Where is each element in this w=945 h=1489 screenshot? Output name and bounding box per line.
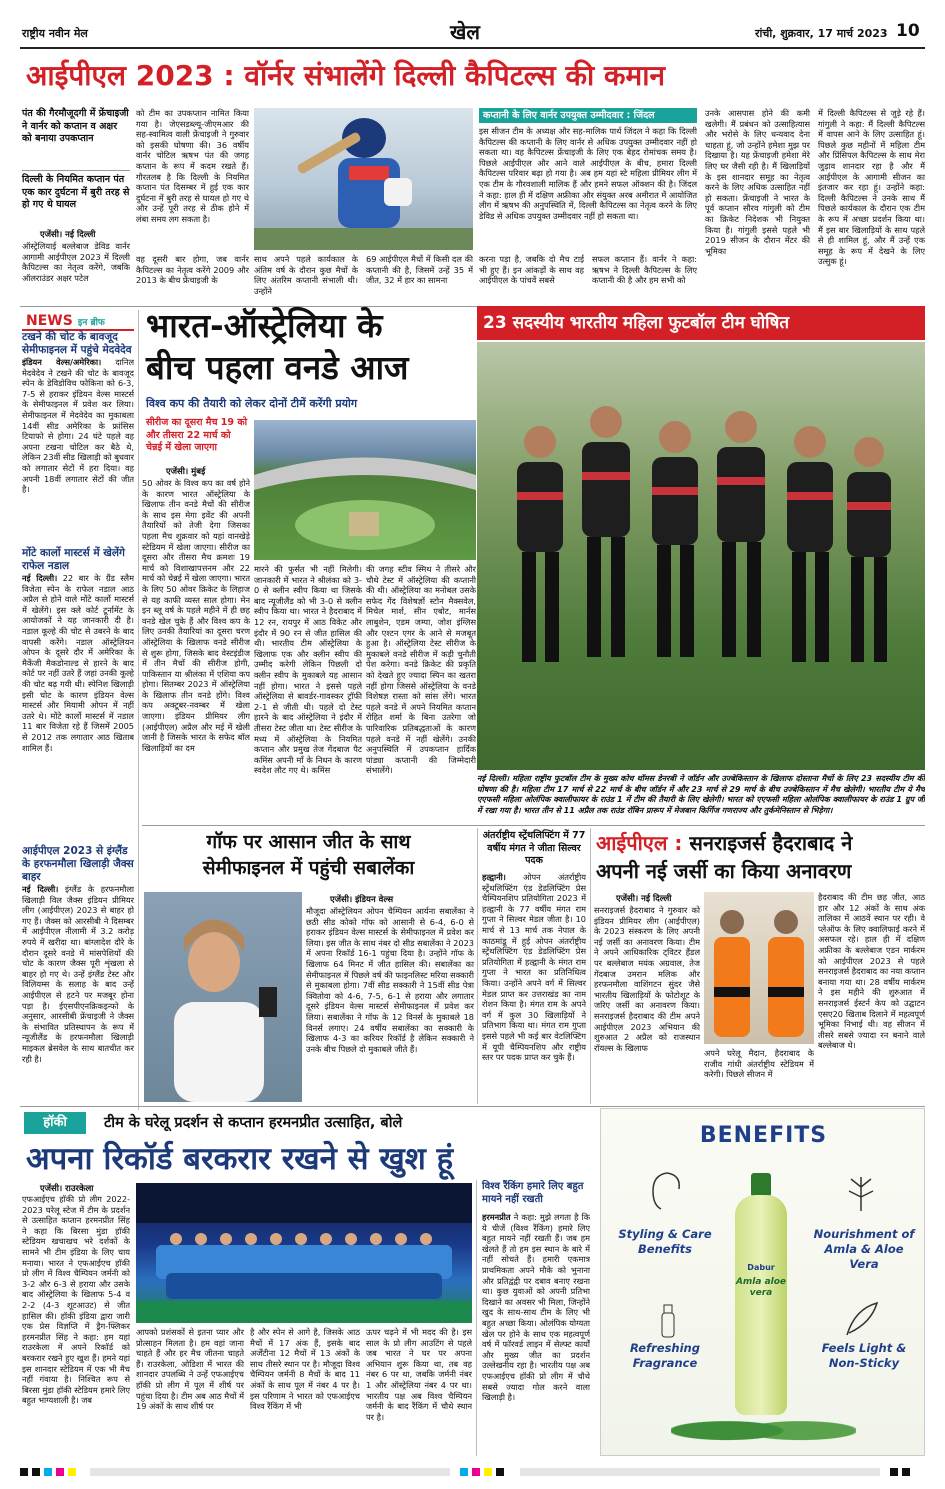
hockey-kicker: हॉकी [24, 1112, 86, 1134]
warner-col2: को टीम का उपकप्तान नामित किया गया है। जेएसडब्ल्यू-जीएमआर की सह-स्वामित्व वाली फ्रेंचाइजी ने गुरुवार को इसकी घोषणा की। 36 वर्षीय वार्नर चोटिल ऋषभ पंत की जगह कप्तान के रूप में कदम रखते हैं। गौरतलब है कि दिल्ली के नियमित कप्तान पंत दिसम्बर में हुई एक कार दुर्घटना में बुरी तरह से घायल हो गए थे और उन्हें पूरी तरह से ठीक होने में लंबा समय लग सकता है। [136, 108, 249, 224]
news-label: NEWS [26, 313, 73, 329]
brief-3-byline: नई दिल्ली। [22, 884, 59, 894]
brief-3-body: इंग्लैंड के हरफनमौला खिलाड़ी विल जैक्स इंडियन प्रीमियर लीग (आईपीएल) 2023 से बाहर हो गए हैं। जैक्स को आरसीबी ने दिसम्बर में आईपीएल नीलामी में 3.2 करोड़ रुपये में खरीदा था। बांग्लादेश दौरे के दौरान दूसरे वनडे में मांसपेशियों की चोट के कारण जैक्स पूरी शृंखला से बाहर हो गए थे। उन्हें इंग्लैंड टेस्ट और विलियम्स के सलाह के बाद उन्हें आईपीएल से हटने पर मजबूर होना पड़ा है। ईएसपीएनक्रिकइन्फो के अनुसार, आरसीबी फ्रेंचाइजी ने जैक्स के संभावित प्रतिस्थापन के रूप में न्यूजीलैंड के हरफनमौला खिलाड़ी माइकल ब्रेसवेल के साथ बातचीत कर रही है। [22, 884, 134, 1064]
ad-benefit-3: Refreshing Fragrance [630, 1341, 700, 1370]
ad-plant-icon [841, 1169, 881, 1213]
srh-byline: एजेंसी। नई दिल्ली [616, 894, 672, 904]
strength-rule-left [477, 828, 478, 1104]
hockey-col2: आपको प्रशंसकों से इतना प्यार और प्रोत्साहन मिलता है। हम वहां जाना चाहते हैं और हर मैच जीतना चाहते हैं। राउरकेला, ओडिशा में भारत की शानदार उपलब्धि ने उन्हें एफआईएच हॉकी प्रो लीग में पूल में शीर्ष पर पहुंचा दिया है। टीम अब आठ मैचों में 19 अंकों के साथ शीर्ष पर [136, 1327, 244, 1412]
section-rule-3 [20, 1106, 925, 1107]
warner-byline: एजेंसी। नई दिल्ली [40, 230, 96, 240]
ad-benefit-1: Styling & Care Benefits [618, 1227, 712, 1256]
hockey-side-byline: हरमनप्रीत [482, 1212, 511, 1222]
strength-text [482, 872, 586, 1104]
strength-headline: अंतर्राष्ट्रीय स्ट्रेंथलिफ्टिंग में 77 वर्षीय मंगत ने जीता सिल्वर पदक [482, 830, 586, 866]
warner-col6: सफल कप्तान हैं। वार्नर ने कहा: ऋषभ ने दिल्ली कैपिटल्स के लिए कप्तानी की है और हम सभी को [592, 254, 697, 286]
hockey-side-head: विश्व रैंकिंग हमारे लिए बहुत मायने नहीं रखती [482, 1181, 584, 1205]
page-number: 10 [896, 21, 920, 41]
warner-col4: 69 आईपीएल मैचों में किसी दल की कप्तानी की है, जिसमें उन्हें 35 में जीत, 32 में हार का सामना [366, 254, 473, 286]
section-title: खेल [450, 20, 480, 44]
hockey-col3: है और स्पेन से आगे है, जिसके आठ मैचों में 17 अंक हैं, इसके बाद अर्जेंटीना 12 मैचों में 13 अंकों के साथ तीसरे स्थान पर है। मौजूदा विश्व चैम्पियन जर्मनी 8 मैचों के बाद 11 अंकों के साथ पूल में नंबर 4 पर है। इस परिणाम ने भारत को एफआईएच विश्व रैंकिंग में भी [250, 1327, 360, 1412]
srh-col3: अपने घरेलू मैदान, हैदराबाद के राजीव गांधी अंतर्राष्ट्रीय स्टेडियम में करेगी। पिछले सीजन में [704, 1048, 814, 1080]
brief-3-head: आईपीएल 2023 से इंग्लैंड के हरफनमौला खिलाड़ी जैक्स बाहर [22, 845, 134, 883]
warner-deck1: पंत की गैरमौजूदगी में फ्रेंचाइजी ने वार्नर को कप्तान व अक्षर को बनाया उपकप्तान [22, 108, 129, 144]
srh-headline-1 [596, 830, 926, 857]
football-caption-lead: नई दिल्ली। [477, 774, 510, 783]
brief-1-text [22, 357, 134, 527]
hockey-col4: ऊपर चढ़ने में भी मदद की है। इस साल के प्रो लीग आउटिंग से पहले जब भारत ने घर पर अपना अभियान शुरू किया था, तब वह नंबर 6 पर था, जबकि जर्मनी नंबर 1 और ऑस्ट्रेलिया नंबर 4 पर था। भारतीय पक्ष अब विश्व चैम्पियन जर्मनी के बाद रैंकिंग में चौथे स्थान पर है। [366, 1327, 472, 1422]
srh-col2: हैदराबाद की टीम छह जीत, आठ हार और 12 अंकों के साथ अंक तालिका में आठवें स्थान पर रही। वे प्लेऑफ के लिए क्वालिफाई करने में असफल रहे। हाल ही में दक्षिण अफ्रीका के बल्लेबाज एडन मार्करम को आईपीएल 2023 से पहले सनराइजर्स हैदराबाद का नया कप्तान बनाया गया था। 28 वर्षीय मार्करम ने इस महीने की शुरुआत में सनराइजर्स ईस्टर्न केप को उद्घाटन एसए20 खिताब दिलाने में महत्वपूर्ण भूमिका निभाई थी। वह सीजन में तीसरे सबसे ज्यादा रन बनाने वाले बल्लेबाज थे। [818, 892, 925, 1051]
brief-2-text [22, 573, 134, 873]
srh-players-figure [704, 892, 814, 1044]
brief-item-2 [22, 547, 134, 873]
ad-brand: Dabur [747, 1263, 775, 1272]
ad-spray-icon [651, 1299, 685, 1339]
sabalenka-headline-2: सेमीफाइनल में पहुंची सबालेंका [202, 857, 415, 879]
hockey-strap: टीम के घरेलू प्रदर्शन से कप्तान हरमनप्रीत उत्साहित, बोले [104, 1115, 403, 1131]
warner-photo [254, 108, 473, 250]
warner-headline [26, 56, 926, 96]
warner-col8: में दिल्ली कैपिटल्स से जुड़े रहे हैं। गांगुली ने कहा: मैं दिल्ली कैपिटल्स में वापस आने के लिए उत्साहित हूं। पिछले कुछ महीनों में महिला टीम और प्रिंसिपल कैपिटल्स के साथ मेरा जुड़ाव शानदार रहा है और मैं आईपीएल के आगामी सीजन का इंतजार कर रहा हूं। उन्होंने कहा: दिल्ली कैपिटल्स ने उनके साथ मैं पिछले कार्यकाल के दौरान एक टीम के रूप में अच्छा प्रदर्शन किया था। मैं इस बार खिलाड़ियों के साथ पहले से ही शामिल हूं, और मैं उन्हें एक समूह के रूप में देखने के लिए उत्सुक हूं। [818, 108, 925, 267]
strength-byline: हल्द्वानी। [482, 872, 506, 882]
hockey-side-rule [476, 1180, 477, 1456]
brief-1-head: टखने की चोट के बावजूद सेमीफाइनल में पहुंचे मेदवेदेव [22, 331, 132, 356]
warner-col2b: वह दूसरी बार होगा, जब वार्नर कैपिटल्स का नेतृत्व करेंगे 2009 और 2013 के बीच फ्रेंचाइजी के [136, 254, 249, 286]
brief-1-byline: इंडियन वेल्स/अमेरिका। [22, 357, 102, 367]
football-photo [477, 342, 925, 770]
jindal-box-title: कप्तानी के लिए वार्नर उपयुक्त उम्मीदवार : जिंदल [479, 108, 697, 123]
brief-2-head: मोंटे कार्लो मास्टर्स में खेलेंगे राफेल नडाल [22, 547, 125, 572]
hockey-team-figure [136, 1183, 472, 1323]
sabalenka-byline: एजेंसी। इंडियन वेल्स [330, 895, 394, 905]
stadium-figure [254, 420, 476, 560]
warner-headline-prefix: आईपीएल 2023 : [26, 59, 235, 92]
warner-figure [254, 108, 473, 250]
jindal-box-text: इस सीजन टीम के अध्यक्ष और सह-मालिक पार्थ जिंदल ने कहा कि दिल्ली कैपिटल्स की कप्तानी के लिए वार्नर से अधिक उपयुक्त उम्मीदवार नहीं हो सकता था। वह कैपिटल्स फ्रेंचाइजी के लिए एक बेहद रोमांचक समय है। पिछले आईपीएल और आने वाले आईपीएल के बीच, हमारा दिल्ली कैपिटल्स परिवार बढ़ा हो गया है। अब हम यहां स्टे महिला प्रीमियर लीग में एक टीम के गौरवशाली मालिक हैं और हमने सफल ऑक्शन की है। जिंदल ने कहा: हाल ही में दक्षिण अफ्रीका और संयुक्त अरब अमीरात में आयोजित लीग में ऋषभ की अनुपस्थिति में, दिल्ली कैपिटल्स का नेतृत्व करने के लिए डेविड से अधिक उपयुक्त उम्मीदवार नहीं हो सकता था। [479, 126, 697, 221]
stadium-photo [254, 420, 476, 560]
ad-title: BENEFITS [699, 1123, 828, 1148]
odi-headline-2: बीच पहला वनडे आज [146, 348, 409, 387]
warner-headline-text: वॉर्नर संभालेंगे दिल्ली कैपिटल्स की कमान [244, 59, 665, 92]
brief-item-3 [22, 845, 134, 1142]
hockey-headline: अपना रिकॉर्ड बरकरार रखने से खुश हूं [26, 1141, 454, 1177]
strength-body: ओपन अंतर्राष्ट्रीय स्ट्रेंथलिफ्टिंग एंड डेडलिफ्टिंग प्रेस चैम्पियनशिप प्रतियोगिता 2023 में हल्द्वानी के 77 वर्षीय मंगत राम गुप्ता ने सिल्वर मेडल जीता है। 10 मार्च से 13 मार्च तक नेपाल के काठमांडू में हुई ओपन अंतर्राष्ट्रीय स्ट्रेंथलिफ्टिंग एंड डेडलिफ्टिंग प्रेस प्रतियोगिता में हल्द्वानी के मंगत राम गुप्ता ने भारत का प्रतिनिधित्व किया। उन्होंने अपने वर्ग में सिल्वर मेडल प्राप्त कर उत्तराखंड का नाम रोशन किया है। मंगत राम के अपने वर्ग में कुल 30 खिलाड़ियों ने प्रतिभाग किया था। मंगत राम गुप्ता इससे पहले भी कई बार वेटलिफ्टिंग में यूपी चैम्पियनशिप और राष्ट्रीय स्तर पर पदक प्राप्त कर चुके हैं। [482, 872, 586, 1063]
ad-benefit-4: Feels Light & Non-Sticky [821, 1341, 907, 1370]
registration-marks [20, 1467, 925, 1477]
hockey-col1: एफआईएच हॉकी प्रो लीग 2022-2023 घरेलू स्टेज में टीम के प्रदर्शन से उत्साहित कप्तान हरमनप्रीत सिंह ने कहा कि बिरसा मुंडा हॉकी स्टेडियम खचाखच भरे दर्शकों के सामने भी टीम इंडिया के लिए चाय मनाया। भारत ने एफआईएच हॉकी प्रो लीग में विश्व चैम्पियन जर्मनी को 3-2 और 6-3 से हराया और उसके बाद ऑस्ट्रेलिया के खिलाफ 5-4 व 2-2 (4-3 शूटआउट) से जीत हासिल की। हॉकी इंडिया द्वारा जारी एक प्रेस विज्ञप्ति में ड्रैग-फ्लिकर हरमनप्रीत सिंह ने कहा: हम यहां राउरकेला में अपने रिकॉर्ड को बरकरार रखने हुए खुश हैं। हमने यहां इस शानदार स्टेडियम में एक भी मैच नहीं गंवाया है। निश्चित रूप से बिरसा मुंडा हॉकी स्टेडियम हमारे लिए बहुत भाग्यशाली है। जब [22, 1194, 130, 1406]
sabalenka-headline-1: गॉफ पर आसान जीत के साथ [206, 831, 411, 853]
strength-rule-right [590, 828, 591, 1104]
hockey-side-body: ने कहा: मुझे लगता है कि ये चीजें (विश्व रैंकिंग) हमारे लिए बहुत मायने नहीं रखती हैं। जब हम खेलते हैं तो हम इस स्थान के बारे में नहीं सोचते हैं। हमारी एकमात्र प्राथमिकता अपने मौके को भुनाना और प्रतिद्वंद्वी पर दबाव बनाए रखना था। कुछ युवाओं को अपनी प्रतिभा दिखाने का अवसर भी मिला, जिन्होंने खुद के साथ-साथ टीम के लिए भी बहुत अच्छा किया। ओलंपिक योग्यता खेल पर होने के साथ एक महत्वपूर्ण वर्ष में फॉरवर्ड लाइन में सेल्फ्ट कार्यों और मुख्य जीत का प्रदर्शन उल्लेखनीय रहा है। भारतीय पक्ष अब एफआईएच हॉकी प्रो लीग में चौथे सबसे ज्यादा गोल करने वाला खिलाड़ी है। [482, 1212, 590, 1403]
warner-col3: साथ अपने पहले कार्यकाल के अंतिम वर्ष के दौरान कुछ मैचों के लिए अंतरिम कप्तानी संभाली थी। उन्होंने [254, 254, 358, 296]
brief-1-body: दानिल मेदवेदेव ने टखने की चोट के बावजूद स्पेन के डेविडोविच फोकिना को 6-3, 7-5 से हराकर इंडियन वेल्स मास्टर्स के सेमीफाइनल में प्रवेश कर लिया। सेमीफाइनल में मेदवेदेव का मुकाबला 14वीं सीड अमेरिका के फ्रांसिस टियाफो से होगा। 24 घंटे पहले वह अपना टखना चोटिल कर बैठे थे, लेकिन 23वीं सीड खिलाड़ी को बुधवार को लगातार सेटों में हरा दिया। वह अपनी 18वीं लगातार सेटों की जीत है। [22, 357, 134, 495]
masthead-rule [20, 47, 925, 49]
srh-col1: सनराइजर्स हैदराबाद ने गुरुवार को इंडियन प्रीमियर लीग (आईपीएल) के 2023 संस्करण के लिए अपनी नई जर्सी का अनावरण किया। टीम ने अपने आधिकारिक ट्विटर हैंडल पर बल्लेबाज मयंक अग्रवाल, तेज गेंदबाज उमरान मलिक और हरफनमौला वाशिंगटन सुंदर जैसे भारतीय खिलाड़ियों के फोटोशूट के जरिए जर्सी का अनावरण किया। सनराइजर्स हैदराबाद की टीम अपने आईपीएल 2023 अभियान की शुरुआत 2 अप्रैल को राजस्थान रॉयल्स के खिलाफ [594, 905, 700, 1053]
ad-bottle [729, 1173, 793, 1423]
warner-col1: ऑस्ट्रेलियाई बल्लेबाज डेविड वार्नर आगामी आईपीएल 2023 में दिल्ली कैपिटल्स का नेतृत्व करेंगे, जबकि ऑलराउंडर अक्षर पटेल [22, 241, 130, 283]
brief-col-rule [138, 310, 139, 1110]
sabalenka-text: मौजूदा ऑस्ट्रेलियन ओपन चैम्पियन आर्यना सबालेंका ने छठी सीड कोको गॉफ को आसानी से 6-4, 6-0 से हराकर इंडियन वेल्स मास्टर्स के सेमीफाइनल में प्रवेश कर लिया। इस जीत के साथ नंबर दो सीड सबालेंका ने 2023 में अपना रिकॉर्ड 16-1 पहुंचा दिया है। उन्होंने गॉफ के खिलाफ 64 मिनट में जीत हासिल की। सबालेंका का सेमीफाइनल में पिछले वर्ष की फाइनलिस्ट मरिया सक्कारी से मुकाबला होगा। 7वीं सीड सक्कारी ने 15वीं सीड पेत्रा क्वितोवा को 4-6, 7-5, 6-1 से हराया और लगातार दूसरे इंडियन वेल्स मास्टर्स सेमीफाइनल में प्रवेश कर लिया। सबालेंका ने गॉफ के 12 विनर्स के मुकाबले 18 विनर्स लगाए। 24 वर्षीय सबालेंका का सक्कारी के खिलाफ 4-3 का करियर रिकॉर्ड है लेकिन सक्कारी ने उनके बीच पिछले दो मुकाबले जीते हैं। [306, 906, 474, 1054]
football-caption [477, 774, 925, 822]
hockey-team-photo [136, 1183, 472, 1323]
brief-2-byline: नई दिल्ली। [22, 573, 58, 583]
odi-headline-1: भारत-ऑस्ट्रेलिया के [146, 306, 383, 345]
odi-col3: की जगह स्टीव स्मिथ ने तीसरे और चौथे टेस्ट में ऑस्ट्रेलिया की कप्तानी की थी। ऑस्ट्रेलिया का मनोबल उसके सफेद गेंद विशेषज्ञों स्टोन मैक्सवेल, मिचेल मार्श, सीन एबोट, मार्नस लाबुशेन, एडम जम्पा, जोश इंग्लिस और एश्टन एगर के आने से मजबूत हुआ है। ऑस्ट्रेलिया टेस्ट सीरीज के मुकाबले वनडे सीरीज में कड़ी चुनौती पेश करेगा। वनडे क्रिकेट की प्रकृति को देखते हुए ज्यादा स्पिन का खतरा नहीं होगा जिससे ऑस्ट्रेलिया के वनडे विशेषज्ञ रास्ता को सांस लेंगे। भारत पहले वनडे में अपने नियमित कप्तान रोहित शर्मा के बिना उतरेगा जो पारिवारिक प्रतिबद्धताओं के कारण पहले वनडे में नहीं खेलेंगे। उनकी अनुपस्थिति में उपकप्तान हार्दिक पांड्या कप्तानी की जिम्मेदारी संभालेंगे। [366, 564, 476, 776]
odi-deck: विश्व कप की तैयारी को लेकर दोनों टीमें करेंगी प्रयोग [146, 397, 358, 410]
ad-leaves [671, 1409, 856, 1445]
football-caption-text: महिला राष्ट्रीय फुटबॉल टीम के मुख्य कोच थॉमस डेनरबी ने जॉर्डन और उज्बेकिस्तान के खिलाफ दोस्ताना मैचों के लिए 23 सदस्यीय टीम की घोषणा की है। महिला टीम 17 मार्च से 22 मार्च के बीच जॉर्डन में और 23 मार्च से 29 मार्च के बीच उज्बेकिस्तान में मैच खेलेगी। भारतीय टीम ये मैच एएफसी महिला ओलंपिक क्वालीफायर के राउंड 1 में टीम की तैयारी के लिए खेलेगी। भारत को एएफसी महिला ओलंपिक क्वालीफायर के राउंड 1 ग्रुप जी में रखा गया है। भारत तीन से 11 अप्रैल तक राउंड रॉबिन प्रारूप में मेजबान किर्गिज गणराज्य और तुर्कमेनिस्तान से भिड़ेगा। [477, 774, 925, 815]
warner-col7: उनके आसपास होने की कमी खलेगी। मैं प्रबंधन को उत्साहित्यास और भरोसे के लिए धन्यवाद देना चाहता हूं, जो उन्होंने हमेशा मुझ पर दिखाया है। यह फ्रेंचाइजी हमेशा मेरे लिए घर जैसी रही है। मैं खिलाड़ियों के इस शानदार समूह का नेतृत्व करने के लिए अधिक उत्साहित नहीं हो सकता। फ्रेंचाइजी ने भारत के पूर्व कप्तान सौरव गांगुली को टीम का क्रिकेट निदेशक भी नियुक्त किया है। गांगुली इससे पहले भी 2019 सीजन के दौरान मेंटर की भूमिका [705, 108, 810, 256]
deck-rule [22, 170, 130, 171]
news-sublabel: इन ब्रीफ [77, 318, 105, 328]
srh-headline-2: अपनी नई जर्सी का किया अनावरण [596, 859, 852, 883]
ad-product: Amla aloe vera [735, 1277, 787, 1298]
srh-headline-text: सनराइजर्स हैदराबाद ने [689, 831, 853, 855]
sabalenka-figure [144, 892, 302, 1102]
hockey-side-text [482, 1212, 590, 1454]
odi-col1: 50 ओवर के विश्व कप का वर्ष होने के कारण भारत ऑस्ट्रेलिया के खिलाफ तीन वनडे मैचों की सीरीज के साथ इस मेगा इवेंट की अपनी तैयारियों को तेजी देगा जिसका पहला मैच शुक्रवार को यहां वानखेड़े स्टेडियम में खेला जाएगा। सीरीज का दूसरा और तीसरा मैच क्रमशः 19 मार्च को विशाखापत्तनम और 22 मार्च को चेन्नई में खेला जाएगा। भारत के लिए 50 ओवर क्रिकेट के लिहाज से यह काफी व्यस्त साल होगा। मेन इन ब्लू वर्ष के पहले महीने में ही छह वनडे खेल चुके हैं और विश्व कप के लिए उनकी तैयारियां का दूसरा चरण ऑस्ट्रेलिया के खिलाफ वनडे सीरीज से शुरू होगा, जिसके बाद वेस्टइंडीज में तीन मैचों की सीरीज होगी, पाकिस्तान या श्रीलंका में एशिया कप होगा। सितम्बर 2023 में ऑस्ट्रेलिया के खिलाफ तीन वनडे होंगे। विश्व कप अक्टूबर-नवम्बर में खेला जाएगा। इंडियन प्रीमियर लीग (आईपीएल) अप्रैल और मई में खेली जानी है जिसके भारत के सफेद बॉल खिलाड़ियों का दम [142, 478, 250, 753]
odi-col2: मारने की फुर्सत भी नहीं मिलेगी। जानकारी में भारत ने श्रीलंका को 3-0 से क्लीन स्वीप किया था जिसके बाद न्यूजीलैंड को भी 3-0 से क्लीन स्वीप किया था। भारत ने हैदराबाद में 12 रन, रायपुर में आठ विकेट और इंदौर में 90 रन से जीत हासिल की थी। भारतीय टीम ऑस्ट्रेलिया के खिलाफ एक और क्लीन स्वीप की उम्मीद करेगी लेकिन पिछली दो क्लीन स्वीप के मुकाबले यह आसान नहीं होगा। भारत ने इससे पहले ऑस्ट्रेलिया से बावर्डर-गावस्कर ट्रॉफी 2-1 से जीती थी। पहले दो टेस्ट हारने के बाद ऑस्ट्रेलिया ने इंदौर में तीसरा टेस्ट जीता था। टेस्ट सीरीज के मध्य में ऑस्ट्रेलिया के नियमित कप्तान और प्रमुख तेज गेंदबाज पैट कमिंस अपनी माँ के निधन के कारण स्वदेश लौट गए थे। कमिंस [254, 564, 362, 776]
srh-headline-prefix: आईपीएल : [596, 831, 683, 855]
brief-item-1 [22, 331, 134, 527]
section-rule-2 [142, 825, 925, 826]
football-players [477, 342, 925, 770]
srh-jersey-photo [704, 892, 814, 1044]
paper-name: राष्ट्रीय नवीन मेल [22, 27, 88, 40]
hockey-byline: एजेंसी। राउरकेला [40, 1184, 94, 1194]
warner-col5: करना पड़ा है, जबकि दो मैच टाई भी हुए हैं। इन आंकड़ों के साथ वह आईपीएल के पांचवें सबसे [479, 254, 584, 286]
ad-woman-icon [647, 1169, 687, 1213]
odi-side-deck: सीरीज का दूसरा मैच 19 को और तीसरा 22 मार्च को चेन्नई में खेला जाएगा [146, 417, 248, 453]
football-headline: 23 सदस्यीय भारतीय महिला फुटबॉल टीम घोषित [477, 306, 925, 340]
registration-bar [20, 1462, 925, 1472]
news-brief-header [26, 310, 136, 328]
brief-2-body: 22 बार के ग्रैंड स्लैम विजेता स्पेन के राफेल नडाल आठ अप्रैल से होने वाले मोंटे कार्लो मास्टर्स में खेलेंगे। इस क्ले कोर्ट टूर्नामेंट के आयोजकों ने यह जानकारी दी है। नडाल कूल्हे की चोट से उबरने के बाद वापसी करेंगे। नडाल ऑस्ट्रेलियन ओपन के दूसरे दौर में अमेरिका के मैकेंजी मैकडोनाल्ड से हारने के बाद कोर्ट पर नहीं उतरे हैं जहां उनकी कूल्हे की चोट बढ़ गयी थी। स्पेनिश खिलाड़ी इसी चोट के कारण इंडियन वेल्स मास्टर्स और मियामी ओपन में नहीं उतरे थे। मोंटे कार्लो मास्टर्स में नडाल 11 बार विजेता रहे हैं जिसमें 2005 से 2012 तक लगातार आठ खिताब शामिल हैं। [22, 573, 134, 753]
dateline: रांची, शुक्रवार, 17 मार्च 2023 [755, 27, 888, 40]
dabur-ad [600, 1108, 925, 1456]
jindal-box [479, 108, 697, 248]
brief-3-text [22, 884, 134, 1142]
masthead [20, 18, 925, 46]
ad-benefit-2: Nourishment of Amla & Aloe Vera [813, 1227, 915, 1271]
odi-byline: एजेंसी। मुंबई [166, 467, 206, 477]
sabalenka-photo [144, 892, 302, 1102]
ad-feather-icon [841, 1299, 881, 1339]
warner-deck2: दिल्ली के नियमित कप्तान पंत एक कार दुर्घटना में बुरी तरह से हो गए थे घायल [22, 174, 130, 210]
